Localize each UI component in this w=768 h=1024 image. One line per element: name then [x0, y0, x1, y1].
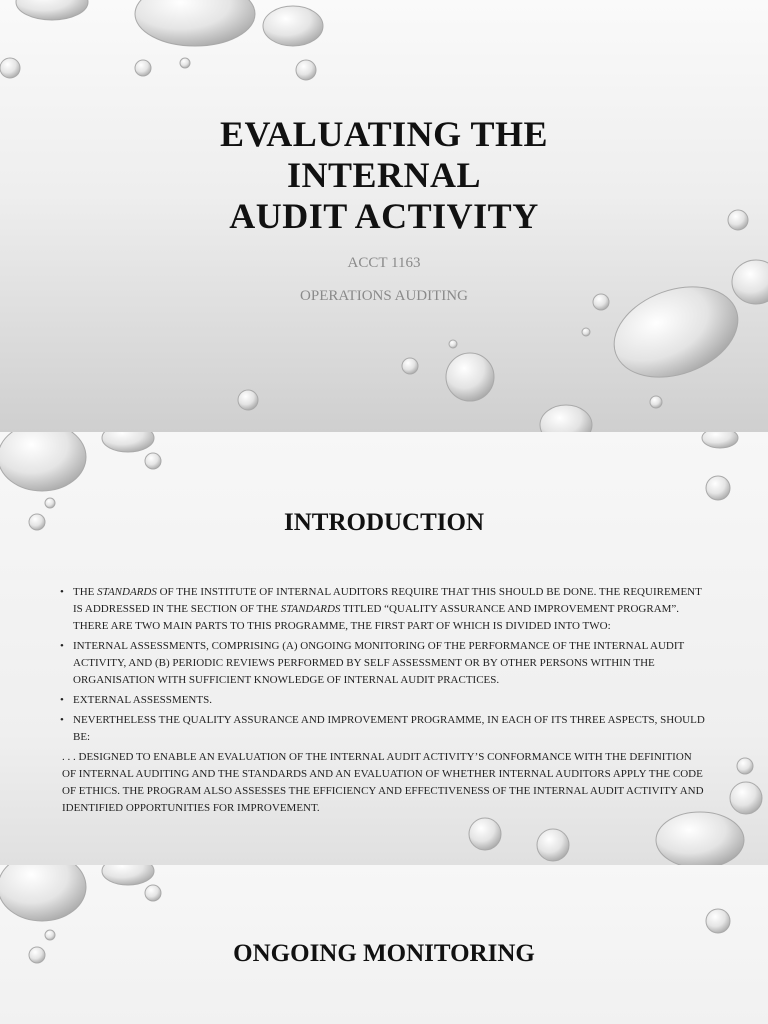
bullet-marker: •: [60, 694, 64, 706]
bullet-marker: •: [60, 586, 64, 598]
slide-title: INTRODUCTION: [283, 509, 485, 536]
quote-paragraph: . . . DESIGNED TO ENABLE AN EVALUATION OF THE INTERNAL AUDIT ACTIVITY’S CONFORMANCE WITH THE DEFINITION OF INTERNAL AUDITING AND THE STANDARDS AND AN EVALUATION OF WHETHER INTERNAL AUDITORS APPLY THE CODE OF ETHICS. THE PROGRAM ALSO ASSESSES THE EFFICIENCY AND EFFECTIVENESS OF THE INTERNAL AUDIT ACTIVITY AND IDENTIFIED OPPORTUNITIES FOR IMPROVEMENT.: [62, 751, 704, 814]
ongoing-monitoring-slide: [0, 865, 768, 1024]
presentation-title: EVALUATING THE INTERNAL AUDIT ACTIVITY: [219, 114, 549, 236]
bullet-marker: •: [60, 714, 64, 726]
bullet-marker: •: [60, 640, 64, 652]
slide-body: [58, 584, 708, 817]
slide-title: ONGOING MONITORING: [233, 940, 535, 967]
title-slide: [0, 0, 768, 432]
bullet-item: • EXTERNAL ASSESSMENTS.: [58, 692, 708, 709]
introduction-slide: [0, 432, 768, 865]
course-code: ACCT 1163: [347, 255, 421, 271]
course-name: OPERATIONS AUDITING: [300, 288, 468, 304]
bullet-item: • INTERNAL ASSESSMENTS, COMPRISING (A) ONGOING MONITORING OF THE PERFORMANCE OF THE INTERNAL AUDIT ACTIVITY, AND (B) PERIODIC REVIEWS PERFORMED BY SELF ASSESSMENT OR BY OTHER PERSONS WITHIN THE ORGANISATION WITH SUFFICIENT KNOWLEDGE OF INTERNAL AUDIT PRACTICES.: [60, 640, 685, 686]
bullet-item: • NEVERTHELESS THE QUALITY ASSURANCE AND IMPROVEMENT PROGRAMME, IN EACH OF ITS THREE ASPECTS, SHOULD BE:: [60, 714, 705, 743]
bullet-item: • THE STANDARDS OF THE INSTITUTE OF INTERNAL AUDITORS REQUIRE THAT THIS SHOULD BE DONE. THE REQUIREMENT IS ADDRESSED IN THE SECTION OF THE STANDARDS TITLED “QUALITY ASSURANCE AND IMPROVEMENT PROGRAM”. THERE ARE TWO MAIN PARTS TO THIS PROGRAMME, THE FIRST PART OF WHICH IS DIVIDED INTO TWO:: [60, 586, 702, 632]
